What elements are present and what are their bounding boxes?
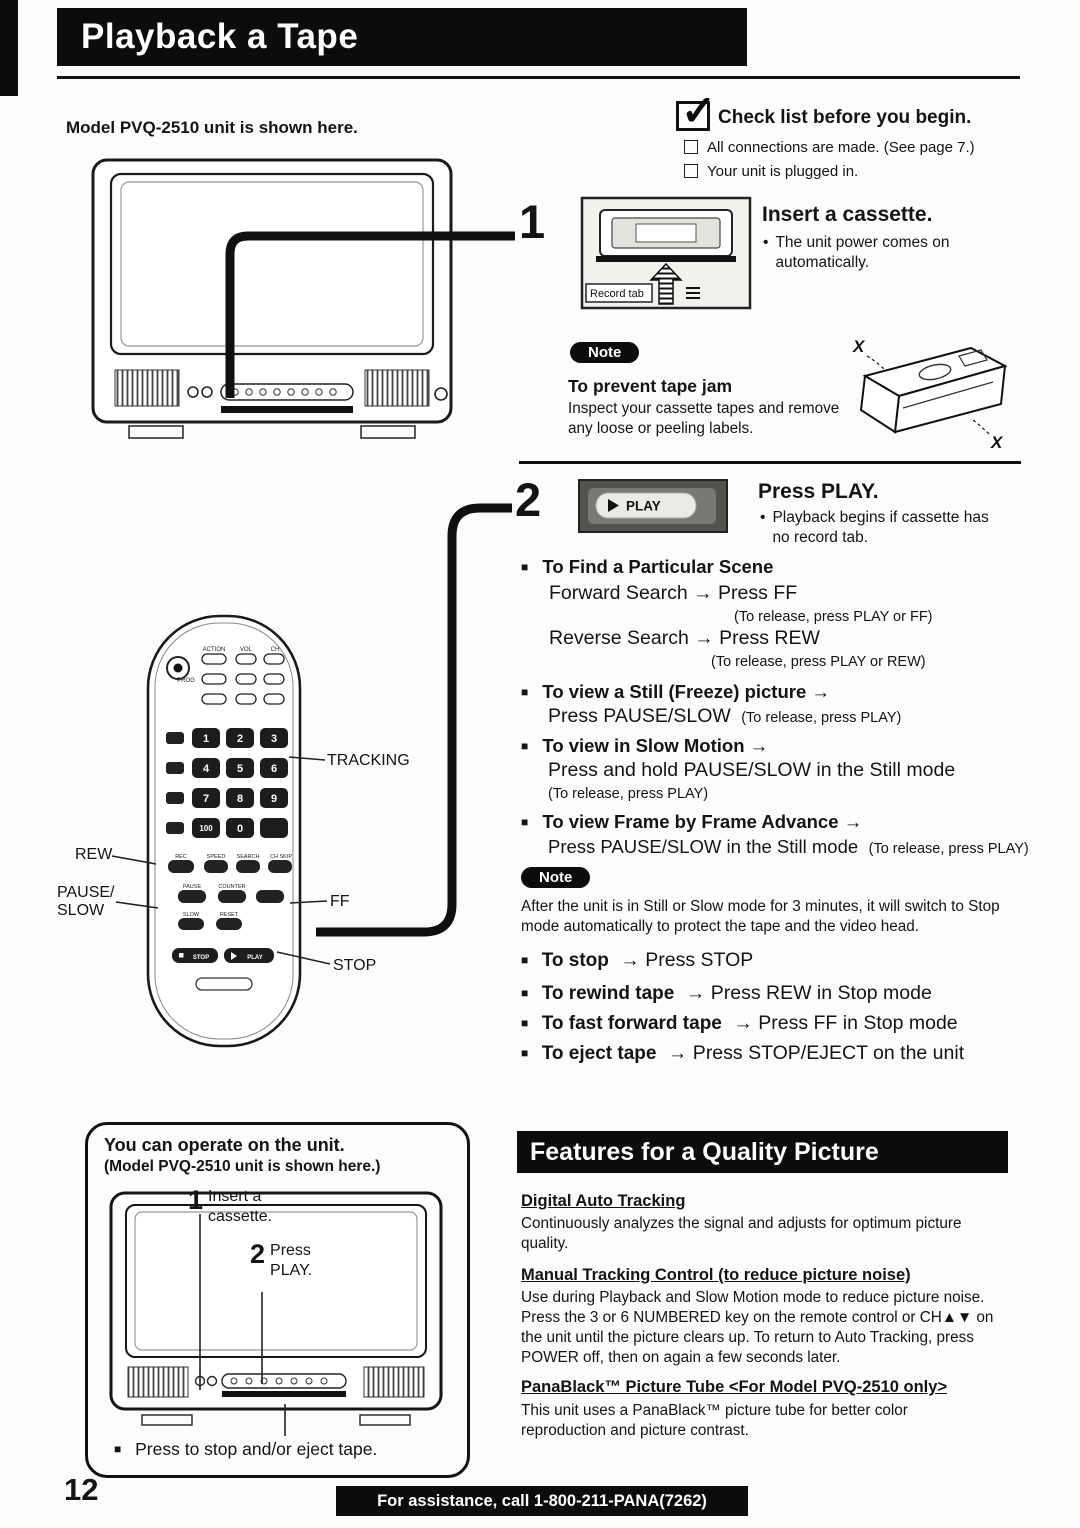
remote-label-search: SEARCH [236,854,260,860]
bullet-icon: • [760,509,766,526]
checklist-item: Your unit is plugged in. [684,163,858,180]
forward-search-line: Forward Search → Press FF [549,582,798,604]
checklist-item: All connections are made. (See page 7.) [684,139,975,156]
note-badge: Note [521,867,590,888]
callout-pause-slow: PAUSE/ SLOW [57,884,115,919]
checklist-title: Check list before you begin. [718,107,972,128]
forward-search-release: (To release, press PLAY or FF) [734,609,933,625]
page-title: Playback a Tape [81,17,359,56]
remote-key-6: 6 [270,763,278,775]
operate-box-title: You can operate on the unit. [104,1135,345,1155]
still-picture-body: Press PAUSE/SLOW (To release, press PLAY) [548,705,902,727]
square-bullet-icon: ■ [521,685,529,699]
step1-number: 1 [519,195,546,248]
square-bullet-icon: ■ [521,739,529,753]
remote-stop-button-label: STOP [192,955,210,961]
checklist-checkbox [676,87,717,134]
slow-motion-body: Press and hold PAUSE/SLOW in the Still mode [548,759,956,781]
heading-slow-motion: ■ To view in Slow Motion → [521,735,769,756]
feature-body-panablack: This unit uses a PanaBlack™ picture tube for better color reproduction and picture contrast. [521,1402,908,1439]
quick-action-rewind: ■ To rewind tape → Press REW in Stop mode [521,982,932,1004]
tv-unit-illustration [85,150,465,450]
page-edge-mark [0,0,18,96]
section-divider [519,461,1021,464]
callout-rew: REW [75,846,113,863]
operate-box-footnote: ■ Press to stop and/or eject tape. [114,1439,378,1459]
feature-heading-panablack: PanaBlack™ Picture Tube <For Model PVQ-2510 only> [521,1378,948,1396]
square-bullet-icon: ■ [521,560,529,574]
callout-ff: FF [330,893,350,910]
record-tab-label: Record tab [590,288,644,300]
heading-find-scene: ■ To Find a Particular Scene [521,556,774,577]
square-bullet-icon: ■ [521,1046,529,1060]
remote-key-1: 1 [202,733,210,745]
remote-label-ch-skip: CH SKIP [269,854,293,860]
operate-box-subtitle: (Model PVQ-2510 unit is shown here.) [104,1158,381,1175]
remote-label-action: ACTION [202,647,226,653]
unit-step-1: 1 Insert a cassette. [188,1185,273,1225]
operate-on-unit-box [85,1122,470,1478]
features-section-title: Features for a Quality Picture [517,1131,1008,1173]
slow-motion-release: (To release, press PLAY) [548,786,709,802]
vhs-cassette-illustration [843,328,1018,453]
page-title-bar [57,8,747,66]
callout-stop: STOP [333,957,377,974]
remote-label-prog: PROG [177,678,195,684]
checkbox-icon [684,140,698,154]
remote-key-9: 9 [270,793,278,805]
remote-control-illustration [138,612,313,1052]
step2-note: • Playback begins if cassette has no record tab. [760,509,989,546]
remote-label-counter: COUNTER [218,884,246,890]
checkbox-icon [684,164,698,178]
heading-frame-advance: ■ To view Frame by Frame Advance → [521,811,863,832]
square-bullet-icon: ■ [521,815,529,829]
frame-advance-body: Press PAUSE/SLOW in the Still mode (To release, press PLAY) [548,836,1029,857]
square-bullet-icon: ■ [521,986,529,1000]
page-number: 12 [64,1472,99,1507]
remote-key-0: 0 [236,823,244,835]
feature-body-manual-tracking: Use during Playback and Slow Motion mode to reduce picture noise. Press the 3 or 6 NUMBERED key on the remote control or CH▲▼ on the unit until the picture clears up. To return to Auto Tracking, press POWER off, then on again a few seconds later. [521,1289,994,1366]
heading-still-picture: ■ To view a Still (Freeze) picture → [521,681,830,702]
remote-key-5: 5 [236,763,244,775]
square-bullet-icon: ■ [114,1442,122,1456]
bullet-icon: • [763,234,769,251]
model-caption: Model PVQ-2510 unit is shown here. [66,118,358,137]
remote-label-vol: VOL [239,647,253,653]
remote-label-slow: SLOW [182,912,200,918]
step1-title: Insert a cassette. [762,203,933,226]
remote-key-3: 3 [270,733,278,745]
title-rule [57,76,1020,79]
check-icon: ✓ [681,87,717,134]
quick-action-eject: ■ To eject tape → Press STOP/EJECT on the unit [521,1042,965,1064]
x-mark: X [991,433,1003,452]
reverse-search-release: (To release, press PLAY or REW) [711,654,926,670]
square-bullet-icon: ■ [521,1016,529,1030]
remote-key-100: 100 [199,824,213,833]
small-tv-illustration [106,1185,446,1439]
play-button-illustration [578,479,728,533]
note1-body: Inspect your cassette tapes and remove any loose or peeling labels. [568,400,840,437]
quick-action-fast-forward: ■ To fast forward tape → Press FF in Stop mode [521,1012,958,1034]
step2-number: 2 [515,473,542,526]
feature-heading-digital-tracking: Digital Auto Tracking [521,1192,686,1210]
square-bullet-icon: ■ [521,953,529,967]
remote-label-speed: SPEED [206,854,226,860]
assistance-footer: For assistance, call 1-800-211-PANA(7262) [336,1486,748,1516]
reverse-search-line: Reverse Search → Press REW [549,627,820,649]
remote-label-rec: REC [175,854,187,860]
callout-tracking: TRACKING [327,752,410,769]
step1-note: • The unit power comes on automatically. [763,234,950,271]
note1-title: To prevent tape jam [568,376,733,396]
cassette-slot-illustration [580,196,752,324]
remote-label-pause: PAUSE [182,884,202,890]
remote-key-7: 7 [202,793,210,805]
note-badge: Note [570,342,639,363]
quick-action-stop: ■ To stop → Press STOP [521,949,754,971]
remote-label-ch: CH [270,647,280,653]
feature-body-digital-tracking: Continuously analyzes the signal and adjusts for optimum picture quality. [521,1215,962,1252]
unit-step-2: 2 Press PLAY. [250,1239,313,1279]
step2-title: Press PLAY. [758,480,879,503]
note2-body: After the unit is in Still or Slow mode for 3 minutes, it will switch to Stop mode automatically to protect the tape and the video head. [521,898,1000,935]
play-button-label: PLAY [626,498,661,514]
x-mark: X [853,337,865,356]
remote-key-2: 2 [236,733,244,745]
remote-label-reset: RESET [219,912,239,918]
feature-heading-manual-tracking: Manual Tracking Control (to reduce picture noise) [521,1266,911,1284]
remote-key-8: 8 [236,793,244,805]
remote-play-button-label: PLAY [247,955,263,961]
remote-key-4: 4 [202,763,210,775]
